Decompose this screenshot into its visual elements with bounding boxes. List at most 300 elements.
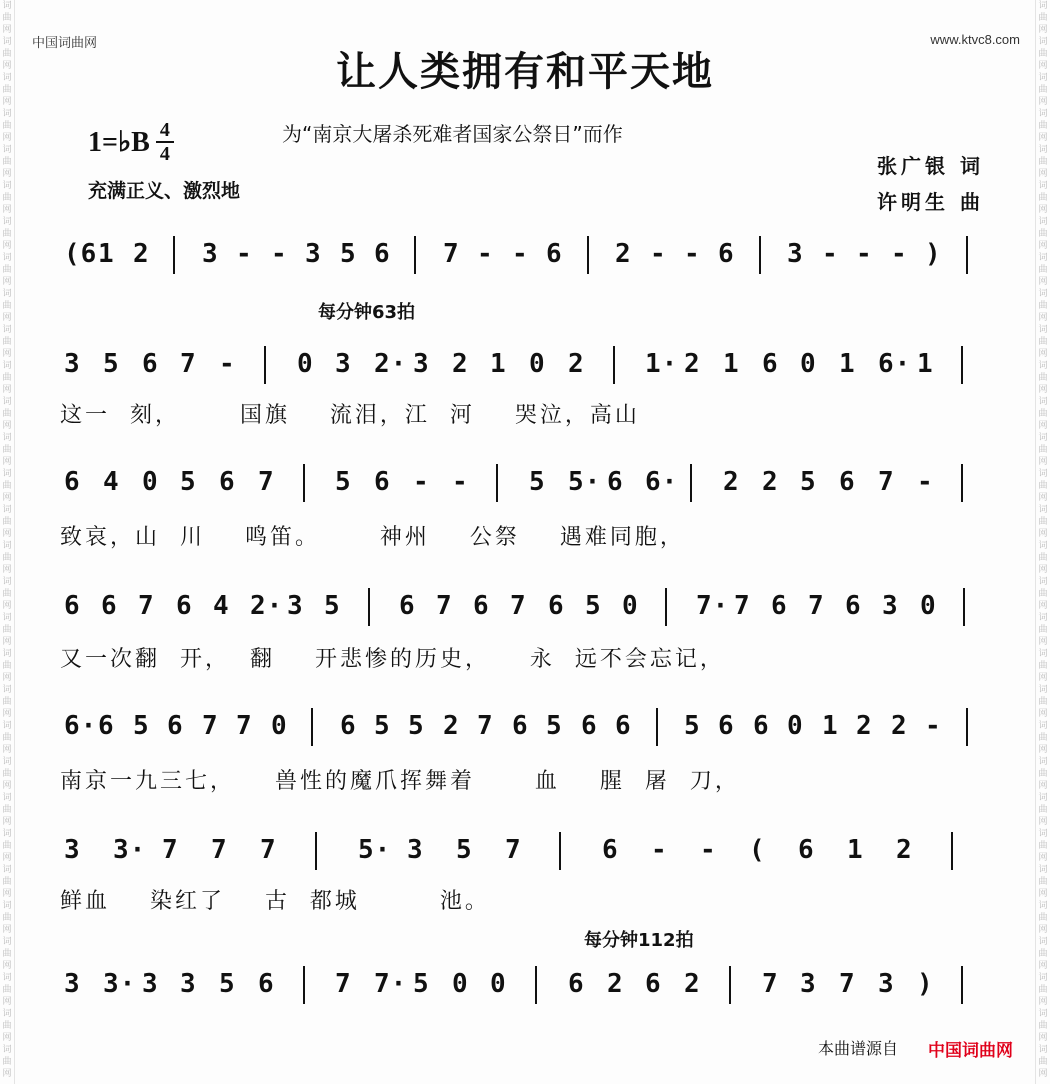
- note-symbol: 5: [374, 711, 391, 741]
- note-symbol: 2: [896, 835, 913, 865]
- side-watermark-char: 曲: [1038, 877, 1048, 887]
- note-symbol: 5: [103, 349, 120, 379]
- side-watermark-char: 曲: [2, 265, 12, 275]
- note-symbol: 0: [622, 591, 639, 621]
- note-symbol: 7: [443, 239, 460, 269]
- note-symbol: 2·: [250, 591, 284, 621]
- sustain-dash: -: [651, 835, 668, 865]
- site-watermark-right: www.ktvc8.com: [930, 32, 1020, 47]
- side-watermark-char: 词: [2, 361, 12, 371]
- sustain-dash: -: [700, 835, 717, 865]
- note-symbol: 7: [211, 835, 228, 865]
- note-symbol: 7: [734, 591, 751, 621]
- side-watermark-char: 词: [2, 37, 12, 47]
- note-symbol: 6: [718, 711, 735, 741]
- tempo-marking: 每分钟63拍: [318, 302, 416, 323]
- side-watermark-char: 词: [1038, 721, 1048, 731]
- side-watermark-char: 词: [1038, 973, 1048, 983]
- lyrics-line-3: 致哀，山 川 鸣笛。 神州 公祭 遇难同胞，: [60, 525, 685, 550]
- side-watermark-char: 曲: [1038, 625, 1048, 635]
- note-symbol: 1: [839, 349, 856, 379]
- side-watermark-char: 网: [2, 817, 12, 827]
- side-watermark-char: 曲: [1038, 841, 1048, 851]
- bar-line: [587, 236, 589, 274]
- bar-line: [961, 464, 963, 502]
- time-signature-top: 4: [159, 119, 170, 141]
- side-watermark-char: 词: [2, 433, 12, 443]
- side-watermark-char: 曲: [2, 373, 12, 383]
- note-symbol: 0: [142, 467, 159, 497]
- side-watermark-char: 曲: [2, 553, 12, 563]
- note-symbol: 5·: [568, 467, 602, 497]
- note-symbol: 5: [340, 239, 357, 269]
- side-watermark-char: 词: [1038, 433, 1048, 443]
- note-symbol: 5: [133, 711, 150, 741]
- score-line-6: [60, 826, 990, 874]
- side-watermark-char: 曲: [1038, 733, 1048, 743]
- side-watermark-char: 曲: [1038, 1057, 1048, 1067]
- note-symbol: 0: [297, 349, 314, 379]
- note-symbol: 6·: [64, 711, 98, 741]
- side-watermark-char: 曲: [2, 301, 12, 311]
- side-watermark-char: 词: [2, 397, 12, 407]
- note-symbol: 5: [684, 711, 701, 741]
- side-watermark-char: 词: [2, 505, 12, 515]
- side-watermark-char: 词: [2, 1009, 12, 1019]
- side-watermark-char: 词: [2, 1045, 12, 1055]
- composer-credit: 许明生 曲: [877, 190, 984, 214]
- note-symbol: 7: [258, 467, 275, 497]
- side-watermark-char: 网: [2, 673, 12, 683]
- side-watermark-char: 词: [1038, 145, 1048, 155]
- note-symbol: 5: [585, 591, 602, 621]
- side-watermark-char: 词: [2, 757, 12, 767]
- note-symbol: 5·: [358, 835, 392, 865]
- side-watermark-char: 网: [1038, 997, 1048, 1007]
- side-watermark-char: 曲: [2, 985, 12, 995]
- side-watermark-char: 网: [1038, 205, 1048, 215]
- side-watermark-char: 词: [2, 469, 12, 479]
- note-symbol: 0: [452, 969, 469, 999]
- note-symbol: 6: [98, 711, 115, 741]
- note-symbol: 6: [718, 239, 735, 269]
- side-watermark-char: 曲: [1038, 553, 1048, 563]
- note-symbol: 3: [407, 835, 424, 865]
- note-symbol: 6: [167, 711, 184, 741]
- side-watermark-char: 曲: [2, 409, 12, 419]
- note-symbol: 7: [162, 835, 179, 865]
- side-watermark-char: 词: [1038, 937, 1048, 947]
- side-watermark-char: 曲: [1038, 265, 1048, 275]
- note-symbol: 2: [684, 969, 701, 999]
- side-watermark-char: 曲: [2, 841, 12, 851]
- note-symbol: 7: [510, 591, 527, 621]
- note-symbol: 6: [374, 239, 391, 269]
- note-symbol: ): [917, 969, 934, 999]
- side-watermark-char: 网: [1038, 817, 1048, 827]
- side-watermark-char: 曲: [1038, 301, 1048, 311]
- source-brand-link[interactable]: 中国词曲网: [928, 1041, 1013, 1061]
- side-watermark-char: 词: [1038, 289, 1048, 299]
- lyrics-line-5: 南京一九三七， 兽性的魔爪挥舞着 血 腥 屠 刀，: [60, 769, 740, 794]
- bar-line: [966, 236, 968, 274]
- side-watermark-char: 曲: [2, 805, 12, 815]
- bar-line: [414, 236, 416, 274]
- sustain-dash: -: [271, 239, 288, 269]
- side-watermark-char: 网: [2, 1033, 12, 1043]
- note-symbol: 3: [305, 239, 322, 269]
- side-watermark-char: 曲: [1038, 697, 1048, 707]
- note-symbol: 7: [180, 349, 197, 379]
- note-symbol: 1: [98, 239, 115, 269]
- side-watermark-char: 曲: [1038, 409, 1048, 419]
- note-symbol: 7: [236, 711, 253, 741]
- note-symbol: 2: [568, 349, 585, 379]
- sustain-dash: -: [219, 349, 236, 379]
- side-watermark-char: 词: [1038, 37, 1048, 47]
- sustain-dash: -: [512, 239, 529, 269]
- side-watermark-char: 曲: [1038, 913, 1048, 923]
- side-watermark-char: 网: [1038, 781, 1048, 791]
- note-symbol: 0: [800, 349, 817, 379]
- side-watermark-char: 网: [2, 781, 12, 791]
- note-symbol: 2: [133, 239, 150, 269]
- side-watermark-char: 曲: [2, 697, 12, 707]
- sustain-dash: -: [452, 467, 469, 497]
- side-watermark-char: 网: [2, 709, 12, 719]
- side-watermark-char: 网: [2, 97, 12, 107]
- note-symbol: 7: [202, 711, 219, 741]
- note-symbol: 1·: [645, 349, 679, 379]
- side-watermark-char: 曲: [2, 85, 12, 95]
- side-watermark-char: 网: [1038, 1033, 1048, 1043]
- side-watermark-char: 词: [1038, 577, 1048, 587]
- side-watermark-char: 网: [2, 349, 12, 359]
- bar-line: [311, 708, 313, 746]
- side-watermark-char: 曲: [1038, 769, 1048, 779]
- side-watermark-char: 曲: [2, 913, 12, 923]
- side-watermark-char: 曲: [1038, 805, 1048, 815]
- side-watermark-char: 曲: [2, 481, 12, 491]
- score-line-2: [60, 340, 990, 388]
- sustain-dash: -: [236, 239, 253, 269]
- note-symbol: 3: [180, 969, 197, 999]
- side-watermark-char: 词: [1038, 181, 1048, 191]
- note-symbol: 6: [340, 711, 357, 741]
- side-watermark-char: 词: [1038, 1, 1048, 11]
- side-watermark-char: 词: [2, 181, 12, 191]
- side-watermark-char: 词: [2, 901, 12, 911]
- side-watermark-char: 曲: [1038, 481, 1048, 491]
- note-symbol: 6: [581, 711, 598, 741]
- sustain-dash: -: [684, 239, 701, 269]
- note-symbol: 6: [645, 969, 662, 999]
- bar-line: [173, 236, 175, 274]
- side-watermark-char: 网: [1038, 637, 1048, 647]
- note-symbol: 7: [436, 591, 453, 621]
- side-watermark-char: 网: [2, 133, 12, 143]
- side-watermark-char: 网: [2, 853, 12, 863]
- side-watermark-char: 词: [1038, 469, 1048, 479]
- side-watermark-char: 词: [2, 685, 12, 695]
- note-symbol: 2: [856, 711, 873, 741]
- note-symbol: 5: [219, 969, 236, 999]
- side-watermark-char: 网: [1038, 961, 1048, 971]
- note-symbol: 2: [762, 467, 779, 497]
- bar-line: [690, 464, 692, 502]
- note-symbol: 7: [477, 711, 494, 741]
- lyrics-line-4: 又一次翻 开， 翻 开悲惨的历史， 永 远不会忘记，: [60, 647, 725, 672]
- note-symbol: 3·: [113, 835, 147, 865]
- bar-line: [303, 464, 305, 502]
- bar-line: [613, 346, 615, 384]
- side-watermark-char: 网: [2, 241, 12, 251]
- side-watermark-char: 词: [2, 217, 12, 227]
- side-watermark-char: 网: [2, 277, 12, 287]
- side-watermark-char: 网: [2, 925, 12, 935]
- lyricist-credit: 张广银 词: [877, 154, 984, 178]
- bar-line: [315, 832, 317, 870]
- note-symbol: 5: [408, 711, 425, 741]
- note-symbol: 3: [202, 239, 219, 269]
- side-watermark-char: 曲: [2, 157, 12, 167]
- side-watermark-char: 网: [1038, 1069, 1048, 1079]
- note-symbol: 6: [568, 969, 585, 999]
- side-watermark-char: 曲: [2, 589, 12, 599]
- side-watermark-char: 网: [2, 169, 12, 179]
- note-symbol: 6: [512, 711, 529, 741]
- right-watermark-strip: [1035, 0, 1050, 1084]
- side-watermark-char: 词: [1038, 253, 1048, 263]
- bar-line: [496, 464, 498, 502]
- side-watermark-char: 曲: [1038, 121, 1048, 131]
- expression-marking: 充满正义、激烈地: [88, 180, 241, 202]
- note-symbol: 6: [762, 349, 779, 379]
- side-watermark-char: 网: [1038, 925, 1048, 935]
- tempo-marking: 每分钟112拍: [584, 930, 694, 951]
- side-watermark-char: 网: [1038, 25, 1048, 35]
- notes-line: [60, 582, 990, 630]
- side-watermark-char: 词: [2, 73, 12, 83]
- lyrics-line-2: 这一 刻， 国旗 流泪，江 河 哭泣，高山: [60, 403, 640, 428]
- note-symbol: 5: [529, 467, 546, 497]
- note-symbol: 6: [607, 467, 624, 497]
- note-symbol: 3: [882, 591, 899, 621]
- side-watermark-char: 词: [2, 973, 12, 983]
- side-watermark-char: 曲: [2, 1057, 12, 1067]
- note-symbol: 0: [920, 591, 937, 621]
- note-symbol: 1: [723, 349, 740, 379]
- score-line-7: [60, 960, 990, 1008]
- side-watermark-char: 词: [1038, 1045, 1048, 1055]
- side-watermark-char: 词: [2, 721, 12, 731]
- note-symbol: 3: [878, 969, 895, 999]
- side-watermark-char: 网: [1038, 169, 1048, 179]
- side-watermark-char: 词: [1038, 541, 1048, 551]
- notes-line: [60, 340, 990, 388]
- note-symbol: 6: [142, 349, 159, 379]
- note-symbol: 2: [615, 239, 632, 269]
- bar-line: [665, 588, 667, 626]
- left-watermark-strip: [0, 0, 15, 1084]
- side-watermark-char: 网: [1038, 97, 1048, 107]
- note-symbol: 7: [878, 467, 895, 497]
- bar-line: [961, 966, 963, 1004]
- side-watermark-char: 词: [2, 289, 12, 299]
- note-symbol: 5: [180, 467, 197, 497]
- note-symbol: 0: [271, 711, 288, 741]
- side-watermark-char: 曲: [1038, 193, 1048, 203]
- side-watermark-char: 曲: [1038, 337, 1048, 347]
- bar-line: [951, 832, 953, 870]
- note-symbol: 5: [546, 711, 563, 741]
- note-symbol: 6: [219, 467, 236, 497]
- sustain-dash: -: [822, 239, 839, 269]
- time-signature: [156, 120, 174, 164]
- note-symbol: 1: [490, 349, 507, 379]
- side-watermark-char: 词: [1038, 649, 1048, 659]
- note-symbol: 6: [546, 239, 563, 269]
- side-watermark-char: 曲: [1038, 13, 1048, 23]
- note-symbol: (: [749, 835, 766, 865]
- note-symbol: 7: [808, 591, 825, 621]
- side-watermark-char: 词: [2, 613, 12, 623]
- side-watermark-char: 网: [2, 637, 12, 647]
- note-symbol: 6: [64, 467, 81, 497]
- side-watermark-char: 网: [2, 61, 12, 71]
- note-symbol: 3: [335, 349, 352, 379]
- side-watermark-char: 网: [1038, 457, 1048, 467]
- side-watermark-char: 词: [1038, 217, 1048, 227]
- side-watermark-char: 词: [2, 109, 12, 119]
- side-watermark-char: 网: [1038, 313, 1048, 323]
- side-watermark-char: 词: [1038, 685, 1048, 695]
- note-symbol: 6: [798, 835, 815, 865]
- note-symbol: 2·: [374, 349, 408, 379]
- side-watermark-char: 曲: [2, 193, 12, 203]
- score-line-4: [60, 582, 990, 630]
- side-watermark-char: 网: [2, 493, 12, 503]
- note-symbol: 6: [64, 591, 81, 621]
- note-symbol: 2: [723, 467, 740, 497]
- note-symbol: 0: [529, 349, 546, 379]
- side-watermark-char: 词: [1038, 829, 1048, 839]
- note-symbol: 5: [324, 591, 341, 621]
- side-watermark-char: 词: [2, 937, 12, 947]
- side-watermark-char: 曲: [2, 49, 12, 59]
- side-watermark-char: 曲: [2, 877, 12, 887]
- note-symbol: 2: [891, 711, 908, 741]
- note-symbol: 3: [64, 969, 81, 999]
- note-symbol: 5: [335, 467, 352, 497]
- bar-line: [535, 966, 537, 1004]
- note-symbol: 7: [335, 969, 352, 999]
- side-watermark-char: 网: [1038, 421, 1048, 431]
- side-watermark-char: 网: [2, 889, 12, 899]
- sustain-dash: -: [650, 239, 667, 269]
- note-symbol: ): [925, 239, 942, 269]
- side-watermark-char: 网: [2, 205, 12, 215]
- note-symbol: 6: [176, 591, 193, 621]
- note-symbol: 3·: [103, 969, 137, 999]
- lyrics-line-6: 鲜血 染红了 古 都城 池。: [60, 889, 490, 914]
- note-symbol: 6: [473, 591, 490, 621]
- bar-line: [966, 708, 968, 746]
- side-watermark-char: 曲: [2, 337, 12, 347]
- note-symbol: 2: [684, 349, 701, 379]
- side-watermark-char: 曲: [1038, 949, 1048, 959]
- bar-line: [264, 346, 266, 384]
- note-symbol: 3: [64, 349, 81, 379]
- notes-line: [60, 230, 990, 278]
- side-watermark-char: 曲: [2, 625, 12, 635]
- song-title: 让人类拥有和平天地: [336, 49, 714, 95]
- side-watermark-char: 曲: [2, 769, 12, 779]
- note-symbol: 2: [607, 969, 624, 999]
- sustain-dash: -: [925, 711, 942, 741]
- side-watermark-char: 曲: [1038, 49, 1048, 59]
- note-symbol: 3: [800, 969, 817, 999]
- side-watermark-char: 词: [1038, 613, 1048, 623]
- side-watermark-char: 曲: [1038, 157, 1048, 167]
- note-symbol: 2: [443, 711, 460, 741]
- side-watermark-char: 词: [1038, 757, 1048, 767]
- sustain-dash: -: [856, 239, 873, 269]
- side-watermark-char: 网: [2, 745, 12, 755]
- side-watermark-char: 曲: [1038, 85, 1048, 95]
- note-symbol: 6: [374, 467, 391, 497]
- note-symbol: 6·: [878, 349, 912, 379]
- side-watermark-char: 网: [1038, 565, 1048, 575]
- note-symbol: 2: [452, 349, 469, 379]
- sustain-dash: -: [413, 467, 430, 497]
- side-watermark-char: 词: [2, 577, 12, 587]
- bar-line: [961, 346, 963, 384]
- side-watermark-char: 曲: [2, 121, 12, 131]
- note-symbol: 6: [548, 591, 565, 621]
- score-line-3: [60, 458, 990, 506]
- side-watermark-char: 词: [1038, 1009, 1048, 1019]
- side-watermark-char: 曲: [1038, 373, 1048, 383]
- note-symbol: (6: [64, 239, 98, 269]
- side-watermark-char: 词: [2, 793, 12, 803]
- key-text: 1=♭B: [88, 127, 150, 158]
- side-watermark-char: 曲: [1038, 985, 1048, 995]
- side-watermark-char: 曲: [1038, 517, 1048, 527]
- side-watermark-char: 词: [2, 829, 12, 839]
- note-symbol: 0: [490, 969, 507, 999]
- notes-line: [60, 458, 990, 506]
- side-watermark-char: 网: [1038, 745, 1048, 755]
- note-symbol: 6: [839, 467, 856, 497]
- side-watermark-char: 词: [1038, 73, 1048, 83]
- notes-line: [60, 702, 990, 750]
- side-watermark-char: 曲: [2, 517, 12, 527]
- side-watermark-char: 网: [2, 25, 12, 35]
- bar-line: [963, 588, 965, 626]
- side-watermark-char: 词: [1038, 865, 1048, 875]
- side-watermark-char: 词: [2, 1, 12, 11]
- side-watermark-char: 网: [1038, 709, 1048, 719]
- side-watermark-char: 曲: [2, 949, 12, 959]
- side-watermark-char: 词: [2, 325, 12, 335]
- note-symbol: 3: [287, 591, 304, 621]
- note-symbol: 1: [822, 711, 839, 741]
- bar-line: [368, 588, 370, 626]
- bar-line: [656, 708, 658, 746]
- side-watermark-char: 网: [2, 421, 12, 431]
- note-symbol: 6: [101, 591, 118, 621]
